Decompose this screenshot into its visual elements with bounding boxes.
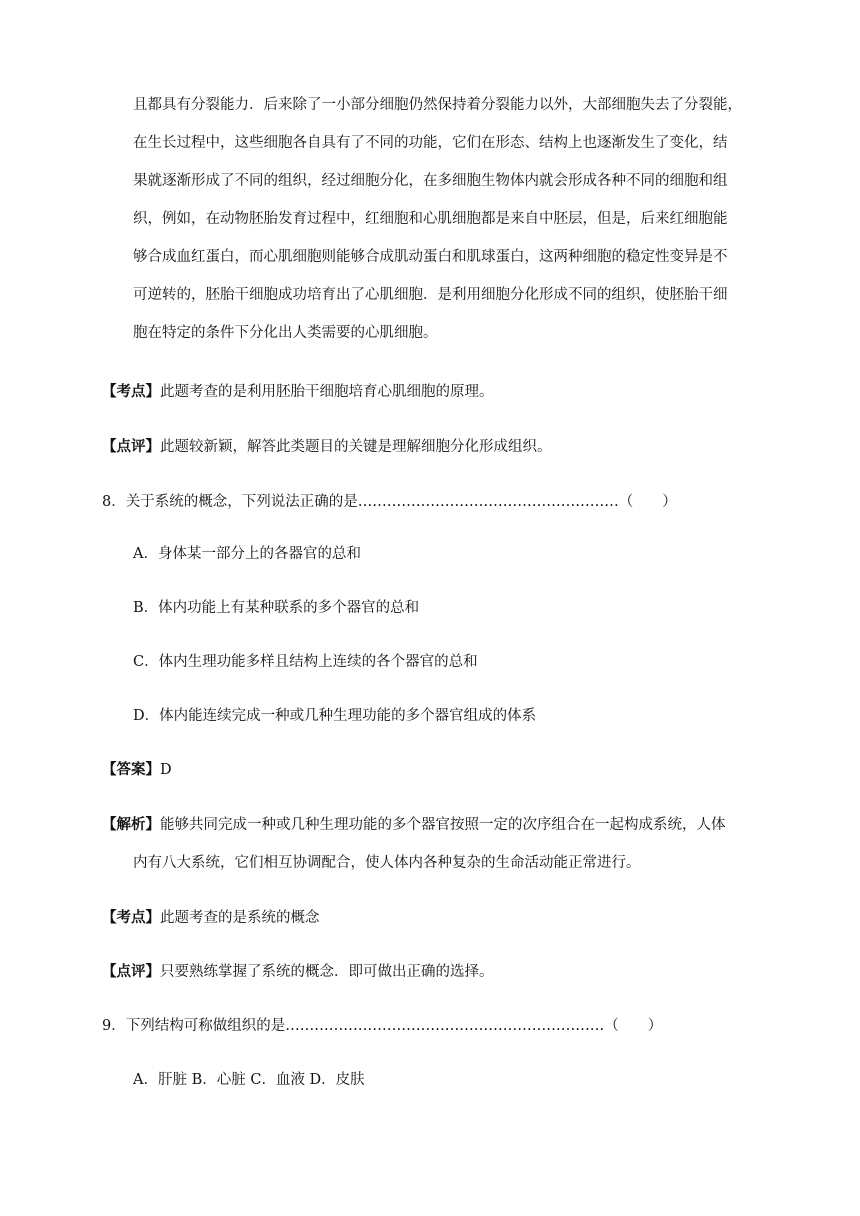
- explanation-line: 且都具有分裂能力．后来除了一小部分细胞仍然保持着分裂能力以外，大部细胞失去了分裂能，: [133, 97, 742, 113]
- kaodian-text: 此题考查的是系统的概念: [160, 910, 320, 926]
- q8-stem: 8．关于系统的概念，下列说法正确的是………………………………………………（ ）: [102, 494, 677, 510]
- q7-dianping: [102, 437, 552, 457]
- analysis-line: 能够共同完成一种或几种生理功能的多个器官按照一定的次序组合在一起构成系统，人体: [160, 817, 726, 833]
- answer-value: D: [160, 762, 172, 778]
- q8-option-c: C．体内生理功能多样且结构上连续的各个器官的总和: [133, 654, 478, 670]
- q9-options: A．肝脏 B．心脏 C．血液 D．皮肤: [133, 1072, 365, 1088]
- analysis-tag: 【解析】: [102, 816, 160, 833]
- q8-analysis-line: 内有八大系统，它们相互协调配合，使人体内各种复杂的生命活动能正常进行。: [133, 855, 641, 871]
- q8-option-d: D．体内能连续完成一种或几种生理功能的多个器官组成的体系: [133, 708, 537, 724]
- q8-analysis: [102, 815, 726, 835]
- dianping-text: 此题较新颖，解答此类题目的关键是理解细胞分化形成组织。: [160, 439, 552, 455]
- kaodian-tag: 【考点】: [102, 909, 160, 926]
- q8-option-b: B．体内功能上有某种联系的多个器官的总和: [133, 600, 420, 616]
- explanation-line: 织，例如，在动物胚胎发育过程中，红细胞和心肌细胞都是来自中胚层，但是，后来红细胞能: [133, 211, 728, 227]
- q8-option-a: A．身体某一部分上的各器官的总和: [133, 546, 361, 562]
- q8-answer: [102, 760, 172, 780]
- dianping-tag: 【点评】: [102, 963, 160, 980]
- kaodian-tag: 【考点】: [102, 383, 160, 400]
- explanation-line: 胞在特定的条件下分化出人类需要的心肌细胞。: [133, 325, 438, 341]
- explanation-line: 够合成血红蛋白，而心肌细胞则能够合成肌动蛋白和肌球蛋白，这两种细胞的稳定性变异是不: [133, 249, 728, 265]
- dianping-tag: 【点评】: [102, 438, 160, 455]
- explanation-line: 果就逐渐形成了不同的组织，经过细胞分化，在多细胞生物体内就会形成各种不同的细胞和组: [133, 173, 728, 189]
- explanation-line: 可逆转的，胚胎干细胞成功培育出了心肌细胞．是利用细胞分化形成不同的组织，使胚胎干细: [133, 287, 728, 303]
- answer-tag: 【答案】: [102, 761, 160, 778]
- q9-stem: 9．下列结构可称做组织的是…………………………………………………………（ ）: [102, 1018, 663, 1034]
- explanation-line: 在生长过程中，这些细胞各自具有了不同的功能，它们在形态、结构上也逐渐发生了变化，结: [133, 135, 728, 151]
- dianping-text: 只要熟练掌握了系统的概念．即可做出正确的选择。: [160, 964, 494, 980]
- q8-dianping: [102, 962, 494, 982]
- q7-kaodian: [102, 382, 494, 402]
- kaodian-text: 此题考查的是利用胚胎干细胞培育心肌细胞的原理。: [160, 384, 494, 400]
- q8-kaodian: [102, 908, 320, 928]
